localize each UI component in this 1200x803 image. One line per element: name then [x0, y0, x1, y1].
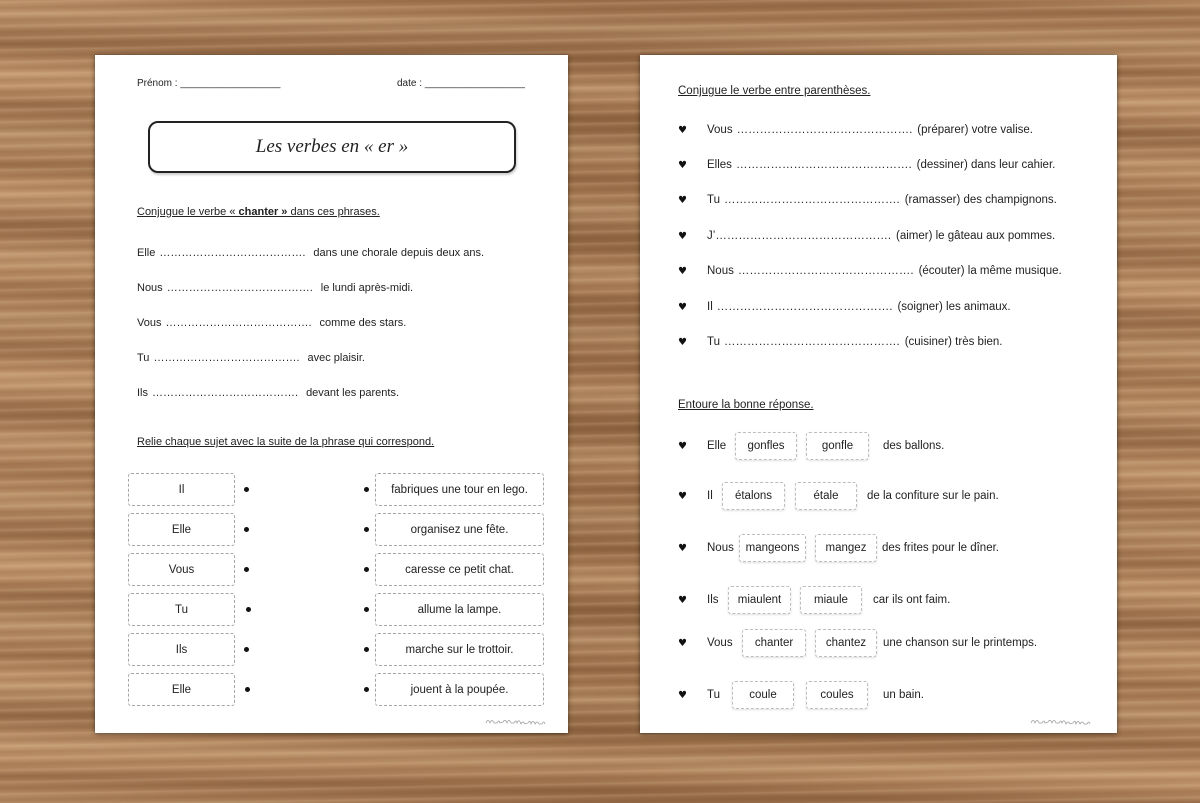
date-blank: __________________: [424, 78, 525, 89]
sentence-rest: (ramasser) des champignons.: [904, 194, 1057, 206]
heart-icon: [678, 159, 707, 173]
sentence-rest: une chanson sur le printemps.: [883, 637, 1038, 649]
sentence-rest: (préparer) votre valise.: [917, 124, 1033, 136]
choice-option: miaule: [800, 586, 862, 614]
matching-dot-right: [364, 687, 369, 692]
sentence-subject: Ils: [707, 594, 719, 606]
sentence-subject: Nous: [707, 265, 734, 277]
sentence-subject: Tu: [707, 689, 720, 701]
sentence-subject: Elle: [707, 440, 727, 452]
exercise2-instruction: Relie chaque sujet avec la suite de la phrase qui correspond.: [137, 436, 435, 448]
sentence-row: [678, 158, 1055, 173]
matching-ending-box: jouent à la poupée.: [375, 673, 544, 706]
date-field: [397, 77, 525, 91]
exercise1-instruction: [137, 205, 380, 219]
sentence-blank: ………………………………….: [152, 387, 299, 399]
sentence-subject: Il: [707, 301, 713, 313]
matching-dot-left: [244, 567, 249, 572]
sentence-blank: ………………………………….: [165, 317, 312, 329]
sentence-rest: des frites pour le dîner.: [882, 542, 999, 554]
choice-option: gonfle: [806, 432, 869, 460]
matching-row: [95, 553, 568, 586]
matching-subject-box: Ils: [128, 633, 235, 666]
date-label: date :: [397, 78, 423, 89]
matching-dot-right: [364, 607, 369, 612]
sentence-blank: ……………………………………….: [737, 265, 914, 277]
prenom-field: [137, 77, 280, 91]
choice-option: mangez: [815, 534, 877, 562]
choice-row: [640, 681, 1117, 709]
sentence-rest: (dessiner) dans leur cahier.: [916, 159, 1056, 171]
choice-row-subject: [678, 593, 719, 608]
matching-ending-box: allume la lampe.: [375, 593, 544, 626]
sentence-blank: ……………………………………….: [735, 159, 912, 171]
sentence-subject: Vous: [707, 637, 733, 649]
sentence-subject: Vous: [707, 124, 733, 136]
worksheet-page-right: [640, 55, 1117, 733]
matching-subject-box: Tu: [128, 593, 235, 626]
choice-row: [640, 629, 1117, 657]
matching-dot-left: [246, 607, 251, 612]
matching-dot-right: [364, 567, 369, 572]
matching-dot-right: [364, 647, 369, 652]
sentence-subject: Tu: [707, 336, 720, 348]
heart-icon: [678, 336, 707, 350]
matching-subject-box: Elle: [128, 513, 235, 546]
sentence-row: [678, 264, 1062, 279]
matching-ending-box: caresse ce petit chat.: [375, 553, 544, 586]
heart-icon: [678, 301, 707, 315]
matching-ending-box: marche sur le trottoir.: [375, 633, 544, 666]
choice-row: [640, 482, 1117, 510]
matching-row: [95, 673, 568, 706]
sentence-subject: Ils: [137, 387, 148, 399]
matching-ending-box: organisez une fête.: [375, 513, 544, 546]
sentence-rest: le lundi après-midi.: [320, 282, 414, 294]
matching-dot-left: [245, 687, 250, 692]
choice-row: [640, 432, 1117, 460]
heart-icon: [678, 594, 707, 608]
choice-option: chantez: [815, 629, 877, 657]
exercise3-instruction: Conjugue le verbe entre parenthèses.: [678, 85, 871, 97]
sentence-subject: Elles: [707, 159, 732, 171]
sentence-subject: J’: [707, 230, 716, 242]
choice-row: [640, 534, 1117, 562]
matching-row: [95, 473, 568, 506]
sentence-blank: ……………………………………….: [716, 301, 893, 313]
choice-option: chanter: [742, 629, 806, 657]
sentence-rest: (soigner) les animaux.: [897, 301, 1011, 313]
sentence-row: [137, 386, 399, 400]
footer-watermark: [1030, 715, 1096, 727]
sentence-subject: Nous: [707, 542, 734, 554]
heart-icon: [678, 265, 707, 279]
heart-icon: [678, 689, 707, 703]
prenom-blank: __________________: [180, 78, 281, 89]
sentence-row: [678, 193, 1057, 208]
matching-row: [95, 593, 568, 626]
heart-icon: [678, 440, 707, 454]
heart-icon: [678, 194, 707, 208]
sentence-row: [137, 351, 365, 365]
choice-option: coule: [732, 681, 794, 709]
instruction-text: dans ces phrases.: [287, 206, 380, 218]
sentence-subject: Il: [707, 490, 713, 502]
instruction-text: Conjugue le verbe «: [137, 206, 239, 218]
choice-row-subject: [678, 489, 713, 504]
heart-icon: [678, 230, 707, 244]
worksheet-page-left: [95, 55, 568, 733]
sentence-blank: ……………………………………….: [736, 124, 913, 136]
matching-subject-box: Elle: [128, 673, 235, 706]
sentence-row: [678, 229, 1055, 244]
matching-row: [95, 513, 568, 546]
page-title-box: [148, 121, 516, 173]
matching-dot-left: [244, 487, 249, 492]
sentence-blank: ……………………………………….: [724, 194, 900, 206]
instruction-verb: chanter »: [238, 206, 288, 218]
choice-row-subject: [678, 688, 720, 703]
sentence-rest: (aimer) le gâteau aux pommes.: [896, 230, 1056, 242]
sentence-blank: ………………………………….: [153, 352, 300, 364]
sentence-rest: de la confiture sur le pain.: [867, 490, 999, 502]
choice-option: miaulent: [728, 586, 791, 614]
matching-row: [95, 633, 568, 666]
sentence-row: [137, 316, 406, 330]
sentence-subject: Tu: [707, 194, 720, 206]
sentence-row: [137, 246, 484, 260]
choice-row-subject: [678, 541, 734, 556]
sentence-row: [678, 335, 1003, 350]
matching-ending-box: fabriques une tour en lego.: [375, 473, 544, 506]
choice-option: étalons: [722, 482, 785, 510]
matching-dot-right: [364, 527, 369, 532]
choice-option: gonfles: [735, 432, 797, 460]
choice-row-subject: [678, 439, 726, 454]
footer-watermark: [485, 715, 551, 727]
sentence-row: [678, 300, 1011, 315]
sentence-rest: devant les parents.: [306, 387, 400, 399]
sentence-subject: Elle: [137, 247, 156, 259]
sentence-blank: ………………………………….: [159, 247, 306, 259]
heart-icon: [678, 637, 707, 651]
matching-subject-box: Il: [128, 473, 235, 506]
sentence-rest: des ballons.: [883, 440, 945, 452]
sentence-rest: dans une chorale depuis deux ans.: [313, 247, 485, 259]
sentence-blank: ……………………………………….: [724, 336, 900, 348]
sentence-rest: un bain.: [883, 689, 924, 701]
matching-dot-left: [244, 647, 249, 652]
sentence-rest: (cuisiner) très bien.: [904, 336, 1003, 348]
sentence-rest: (écouter) la même musique.: [918, 265, 1062, 277]
choice-option: mangeons: [739, 534, 806, 562]
exercise4-instruction: Entoure la bonne réponse.: [678, 399, 814, 411]
choice-option: coules: [806, 681, 868, 709]
sentence-rest: avec plaisir.: [307, 352, 365, 364]
matching-dot-right: [364, 487, 369, 492]
sentence-row: [678, 123, 1033, 138]
choice-row-subject: [678, 636, 733, 651]
sentence-subject: Nous: [137, 282, 163, 294]
sentence-blank: ……………………………………….: [715, 230, 892, 242]
heart-icon: [678, 490, 707, 504]
page-title: Les verbes en « er »: [255, 136, 409, 157]
choice-option: étale: [795, 482, 857, 510]
heart-icon: [678, 124, 707, 138]
sentence-rest: comme des stars.: [319, 317, 407, 329]
sentence-subject: Tu: [137, 352, 150, 364]
sentence-blank: ………………………………….: [166, 282, 313, 294]
heart-icon: [678, 542, 707, 556]
sentence-row: [137, 281, 413, 295]
matching-dot-left: [244, 527, 249, 532]
prenom-label: Prénom :: [137, 78, 178, 89]
choice-row: [640, 586, 1117, 614]
sentence-rest: car ils ont faim.: [873, 594, 951, 606]
matching-subject-box: Vous: [128, 553, 235, 586]
sentence-subject: Vous: [137, 317, 162, 329]
